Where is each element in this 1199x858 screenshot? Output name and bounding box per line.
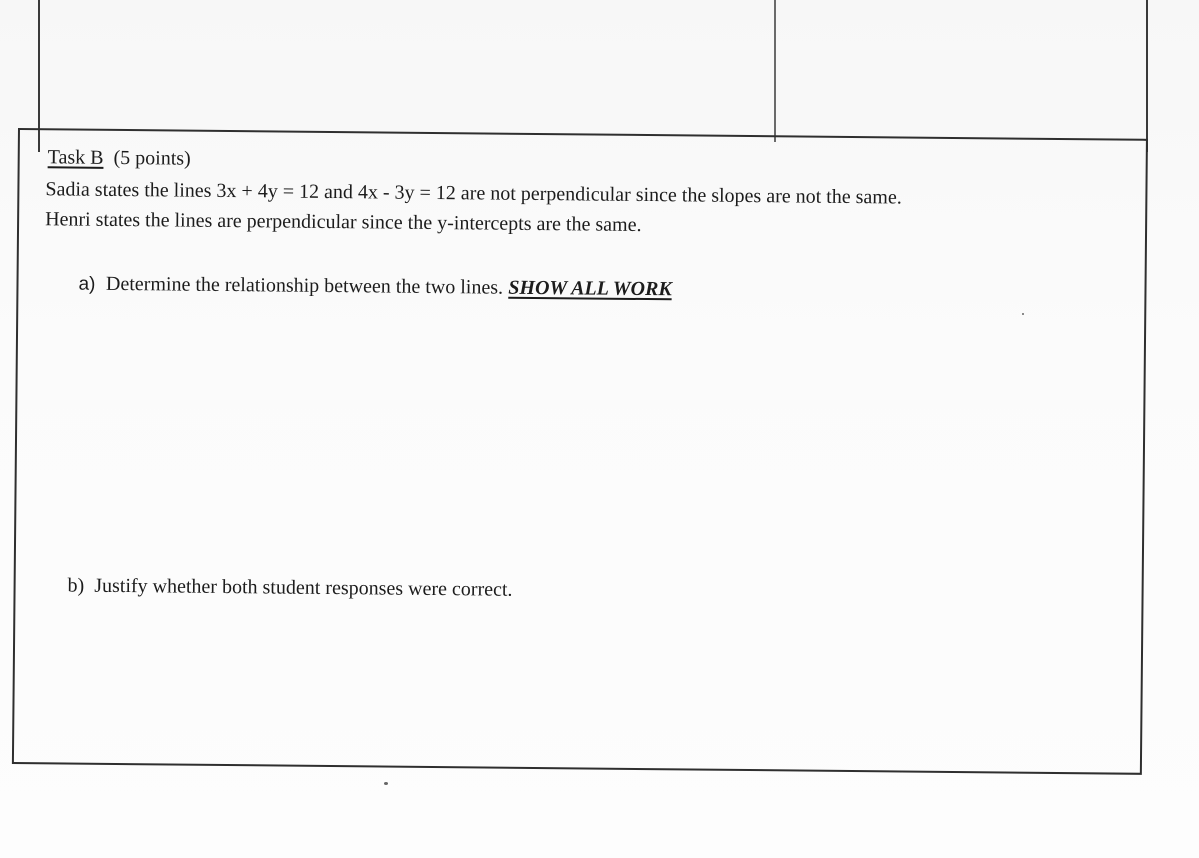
part-a-marker: a) bbox=[78, 273, 96, 295]
part-b-marker: b) bbox=[67, 574, 85, 597]
statement-henri: Henri states the lines are perpendicular since the y-intercepts are the same. bbox=[45, 208, 642, 236]
task-heading bbox=[48, 146, 191, 170]
scan-speck bbox=[384, 782, 388, 785]
table-column-divider bbox=[774, 0, 776, 142]
part-b bbox=[67, 574, 512, 601]
scan-speck bbox=[1022, 313, 1024, 315]
task-title: Task B bbox=[47, 146, 104, 169]
statement-sadia: Sadia states the lines 3x + 4y = 12 and 4x - 3y = 12 are not perpendicular since the slopes are not the same. bbox=[45, 178, 902, 209]
show-all-work-note: SHOW ALL WORK bbox=[508, 276, 672, 301]
task-b-box bbox=[12, 128, 1148, 775]
task-points: (5 points) bbox=[113, 146, 191, 170]
part-a-text: Determine the relationship between the two lines. bbox=[105, 272, 504, 299]
part-a bbox=[78, 273, 671, 302]
part-b-text: Justify whether both student responses were correct. bbox=[94, 574, 513, 601]
